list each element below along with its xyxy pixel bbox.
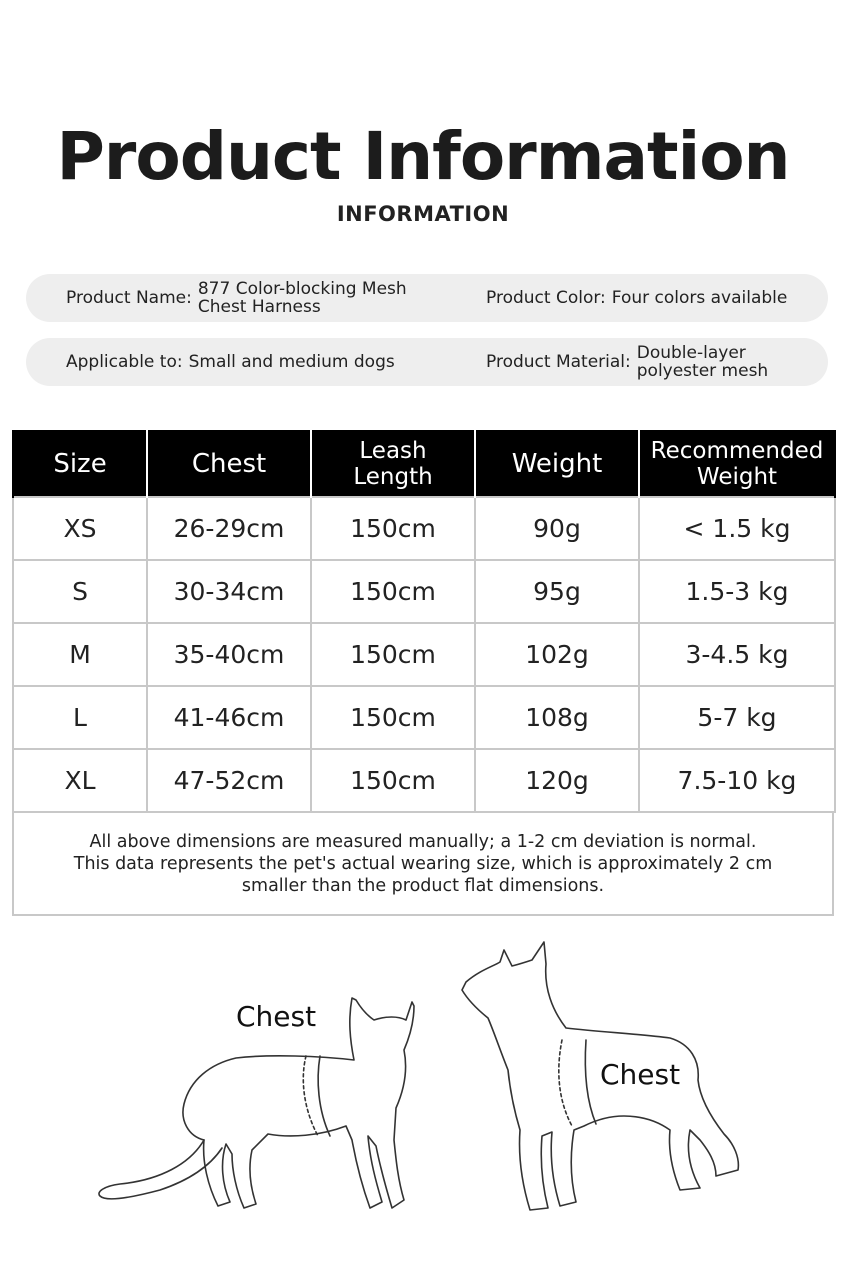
page-subtitle: INFORMATION [336,202,510,226]
cell-recommended-weight: 3-4.5 kg [639,623,835,686]
product-name-field [66,274,446,322]
applicable-value: Small and medium dogs [188,352,395,372]
note-line3: smaller than the product flat dimensions. [241,875,605,896]
material-line1: Double-layer [636,343,746,363]
header-weight-label: Weight [511,449,603,479]
cell-weight: 95g [475,560,639,623]
table-row [13,686,835,749]
cat-chest-label: Chest [236,1000,317,1033]
cell-weight: 102g [475,623,639,686]
table-row [13,497,835,560]
material-label: Product Material: [486,352,631,372]
cell-recommended-weight: < 1.5 kg [639,497,835,560]
dog-chest-label: Chest [600,1058,681,1091]
pet-measurement-illustration [0,940,846,1240]
cell-size: M [13,623,147,686]
product-color-field [486,274,826,322]
cell-weight: 120g [475,749,639,812]
product-color-value: Four colors available [611,288,788,308]
header-size-label: Size [53,449,107,479]
header-recommended-line1: Recommended [650,438,824,464]
cell-size: XS [13,497,147,560]
applicable-label: Applicable to: [66,352,183,372]
product-name-label: Product Name: [66,288,192,308]
size-table [12,430,836,813]
cell-recommended-weight: 5-7 kg [639,686,835,749]
header-weight [475,431,639,497]
product-name-value [198,280,407,316]
cell-leash-length: 150cm [311,623,475,686]
cell-recommended-weight: 1.5-3 kg [639,560,835,623]
header-size [13,431,147,497]
page-title: Product Information [56,118,790,195]
cell-leash-length: 150cm [311,560,475,623]
material-field [486,338,826,386]
cell-chest: 26-29cm [147,497,311,560]
cell-chest: 47-52cm [147,749,311,812]
header-leash-line2: Length [353,464,433,490]
cell-chest: 35-40cm [147,623,311,686]
cell-chest: 30-34cm [147,560,311,623]
table-row [13,623,835,686]
cell-recommended-weight: 7.5-10 kg [639,749,835,812]
cell-leash-length: 150cm [311,497,475,560]
applicable-field [66,338,446,386]
size-table-header [13,431,835,497]
cell-chest: 41-46cm [147,686,311,749]
material-line2: polyester mesh [636,361,769,381]
header-recommended-weight [639,431,835,497]
cell-leash-length: 150cm [311,749,475,812]
material-value [637,344,768,380]
info-row-1 [26,274,828,322]
header-leash-length [311,431,475,497]
header-leash-line1: Leash [359,438,427,464]
table-row [13,560,835,623]
cell-size: L [13,686,147,749]
table-row [13,749,835,812]
cell-size: S [13,560,147,623]
header-chest-label: Chest [191,449,267,479]
cell-weight: 108g [475,686,639,749]
cell-weight: 90g [475,497,639,560]
measurement-note [12,813,834,916]
note-line1: All above dimensions are measured manually; a 1-2 cm deviation is normal. [89,831,757,852]
product-name-line2: Chest Harness [197,297,321,317]
product-name-line1: 877 Color-blocking Mesh [197,279,407,299]
note-line2: This data represents the pet's actual wearing size, which is approximately 2 cm [73,853,773,874]
cell-leash-length: 150cm [311,686,475,749]
header-chest [147,431,311,497]
header-recommended-line2: Weight [696,464,778,490]
cell-size: XL [13,749,147,812]
product-color-label: Product Color: [486,288,606,308]
info-row-2 [26,338,828,386]
